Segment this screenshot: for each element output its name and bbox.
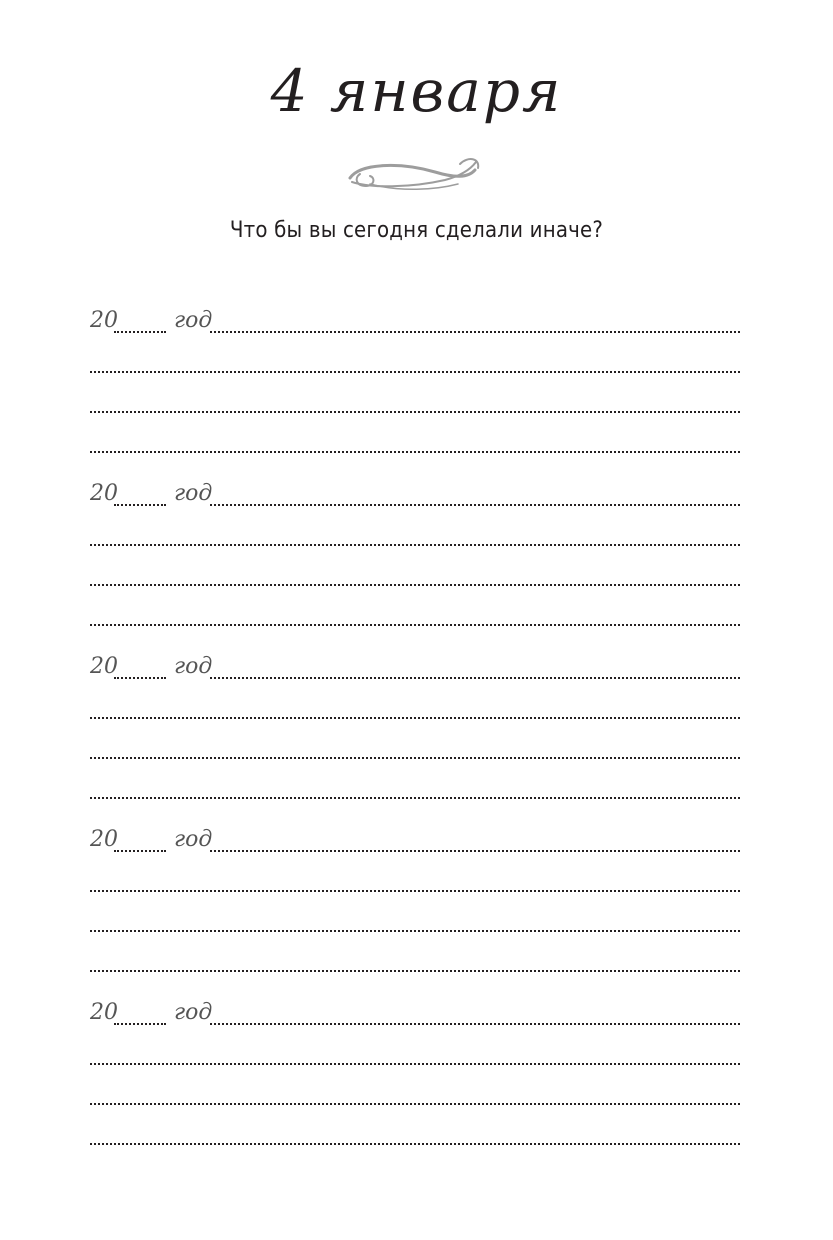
year-fill-line[interactable] <box>114 677 166 679</box>
page-title: 4 января <box>270 57 563 125</box>
answer-line[interactable] <box>90 930 740 932</box>
year-prefix: 20 <box>90 827 118 852</box>
entry-block <box>90 300 740 473</box>
answer-line[interactable] <box>90 1103 740 1105</box>
answer-line[interactable] <box>90 797 740 799</box>
answer-line[interactable] <box>90 717 740 719</box>
answer-line[interactable] <box>90 544 740 546</box>
year-fill-line[interactable] <box>114 504 166 506</box>
entries-list <box>90 300 740 1165</box>
answer-line[interactable] <box>210 1023 740 1025</box>
year-row <box>90 819 740 853</box>
year-row <box>90 473 740 507</box>
flourish-ornament-icon <box>340 148 490 198</box>
year-fill-line[interactable] <box>114 1023 166 1025</box>
answer-line[interactable] <box>90 411 740 413</box>
answer-line[interactable] <box>210 504 740 506</box>
year-row <box>90 992 740 1026</box>
year-row <box>90 646 740 680</box>
entry-block <box>90 473 740 646</box>
year-word: год <box>174 481 213 506</box>
entry-block <box>90 819 740 992</box>
year-word: год <box>174 308 213 333</box>
year-word: год <box>174 654 213 679</box>
answer-line[interactable] <box>210 331 740 333</box>
year-prefix: 20 <box>90 481 118 506</box>
year-row <box>90 300 740 334</box>
answer-line[interactable] <box>90 371 740 373</box>
answer-line[interactable] <box>90 624 740 626</box>
answer-line[interactable] <box>90 757 740 759</box>
answer-line[interactable] <box>90 890 740 892</box>
year-fill-line[interactable] <box>114 850 166 852</box>
year-word: год <box>174 827 213 852</box>
answer-line[interactable] <box>90 451 740 453</box>
year-word: год <box>174 1000 213 1025</box>
entry-block <box>90 646 740 819</box>
year-fill-line[interactable] <box>114 331 166 333</box>
year-prefix: 20 <box>90 308 118 333</box>
question-text: Что бы вы сегодня сделали иначе? <box>229 218 604 243</box>
entry-block <box>90 992 740 1165</box>
answer-line[interactable] <box>90 1143 740 1145</box>
answer-line[interactable] <box>210 677 740 679</box>
answer-line[interactable] <box>90 1063 740 1065</box>
answer-line[interactable] <box>90 584 740 586</box>
year-prefix: 20 <box>90 1000 118 1025</box>
answer-line[interactable] <box>210 850 740 852</box>
year-prefix: 20 <box>90 654 118 679</box>
answer-line[interactable] <box>90 970 740 972</box>
